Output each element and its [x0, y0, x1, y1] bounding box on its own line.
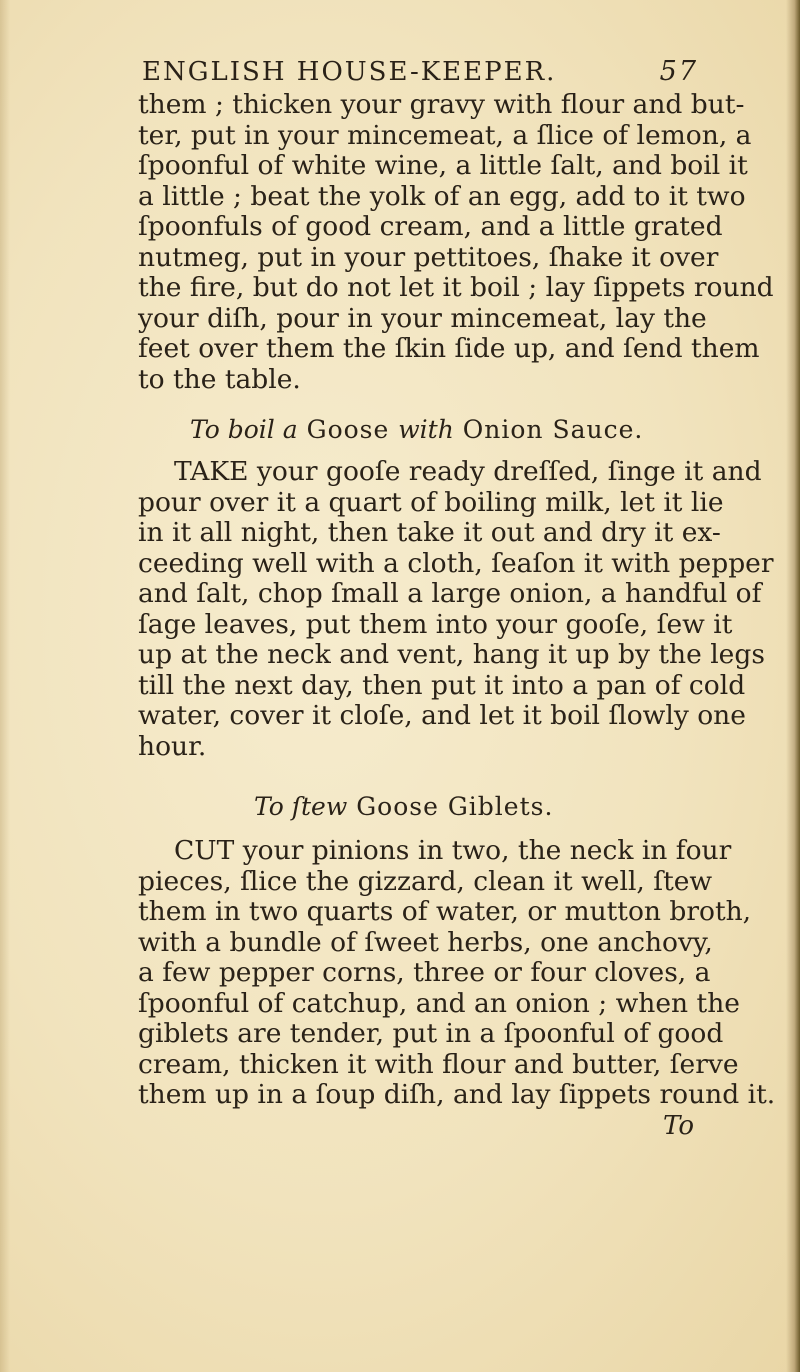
heading-italic: with	[398, 415, 454, 444]
text-line: pieces, ſlice the gizzard, clean it well, ſtew	[138, 865, 713, 897]
text-line: till the next day, then put it into a pan of cold	[138, 669, 746, 701]
text-line: them up in a ſoup diſh, and lay ſippets round it.	[138, 1079, 776, 1110]
text-line: the fire, but do not let it boil ; lay ſippets round	[138, 272, 774, 303]
text-line: nutmeg, put in your pettitoes, ſhake it over	[138, 241, 719, 273]
text-line: ter, put in your mincemeat, a ſlice of lemon, a	[138, 119, 752, 151]
recipe-body-stew-giblets	[138, 835, 776, 1111]
text-line: a few pepper corns, three or four cloves, a	[138, 957, 711, 988]
text-line: pour over it a quart of boiling milk, let it lie	[138, 486, 724, 518]
text-line: with a bundle of ſweet herbs, one anchovy,	[138, 926, 713, 958]
heading-italic: To boil a	[190, 415, 298, 444]
text-block	[138, 56, 776, 1141]
text-line: to the table.	[138, 363, 301, 395]
text-line: and ſalt, chop ſmall a large onion, a handful of	[138, 578, 762, 609]
text-line: ſpoonful of catchup, and an onion ; when the	[138, 987, 740, 1019]
text-line: your diſh, pour in your mincemeat, lay the	[138, 302, 707, 334]
recipe-body-boil-goose	[138, 456, 774, 762]
text-line: a little ; beat the yolk of an egg, add to it two	[138, 180, 746, 212]
text-line: water, cover it cloſe, and let it boil ſlowly one	[138, 700, 746, 731]
text-line: ceeding well with a cloth, ſeaſon it with pepper	[138, 547, 774, 579]
text-line: them in two quarts of water, or mutton broth,	[138, 896, 752, 927]
running-head-title: ENGLISH HOUSE-KEEPER.	[142, 57, 557, 87]
continuation-paragraph	[138, 89, 774, 395]
text-line: cream, thicken it with flour and butter, ſerve	[138, 1048, 739, 1080]
text-line: up at the neck and vent, hang it up by the legs	[138, 639, 765, 670]
heading-caps: Goose	[306, 415, 390, 444]
recipe-heading-boil-goose	[190, 415, 698, 445]
heading-italic: To ſtew	[254, 792, 348, 821]
text-line: ſpoonful of white wine, a little ſalt, and boil it	[138, 150, 748, 181]
page-left-edge	[0, 0, 10, 1372]
text-line: hour.	[138, 730, 207, 762]
text-line: ſage leaves, put them into your gooſe, ſew it	[138, 608, 733, 640]
running-head	[142, 56, 698, 90]
catchword: To	[663, 1110, 694, 1141]
text-line: CUT your pinions in two, the neck in four	[174, 835, 732, 866]
recipe-heading-stew-giblets	[254, 792, 698, 822]
page-number: 57	[659, 56, 698, 87]
page-gutter-shadow	[786, 0, 800, 1372]
text-line: feet over them the ſkin ſide up, and ſend them	[138, 333, 760, 364]
text-line: ſpoonfuls of good cream, and a little grated	[138, 211, 723, 242]
text-line: in it all night, then take it out and dry it ex-	[138, 517, 721, 548]
text-line: TAKE your gooſe ready dreſſed, ſinge it and	[174, 456, 762, 487]
text-line: them ; thicken your gravy with flour and but-	[138, 89, 745, 120]
text-line: giblets are tender, put in a ſpoonful of good	[138, 1018, 724, 1049]
heading-caps: Goose Giblets.	[356, 792, 554, 821]
heading-caps: Onion Sauce.	[462, 415, 644, 444]
